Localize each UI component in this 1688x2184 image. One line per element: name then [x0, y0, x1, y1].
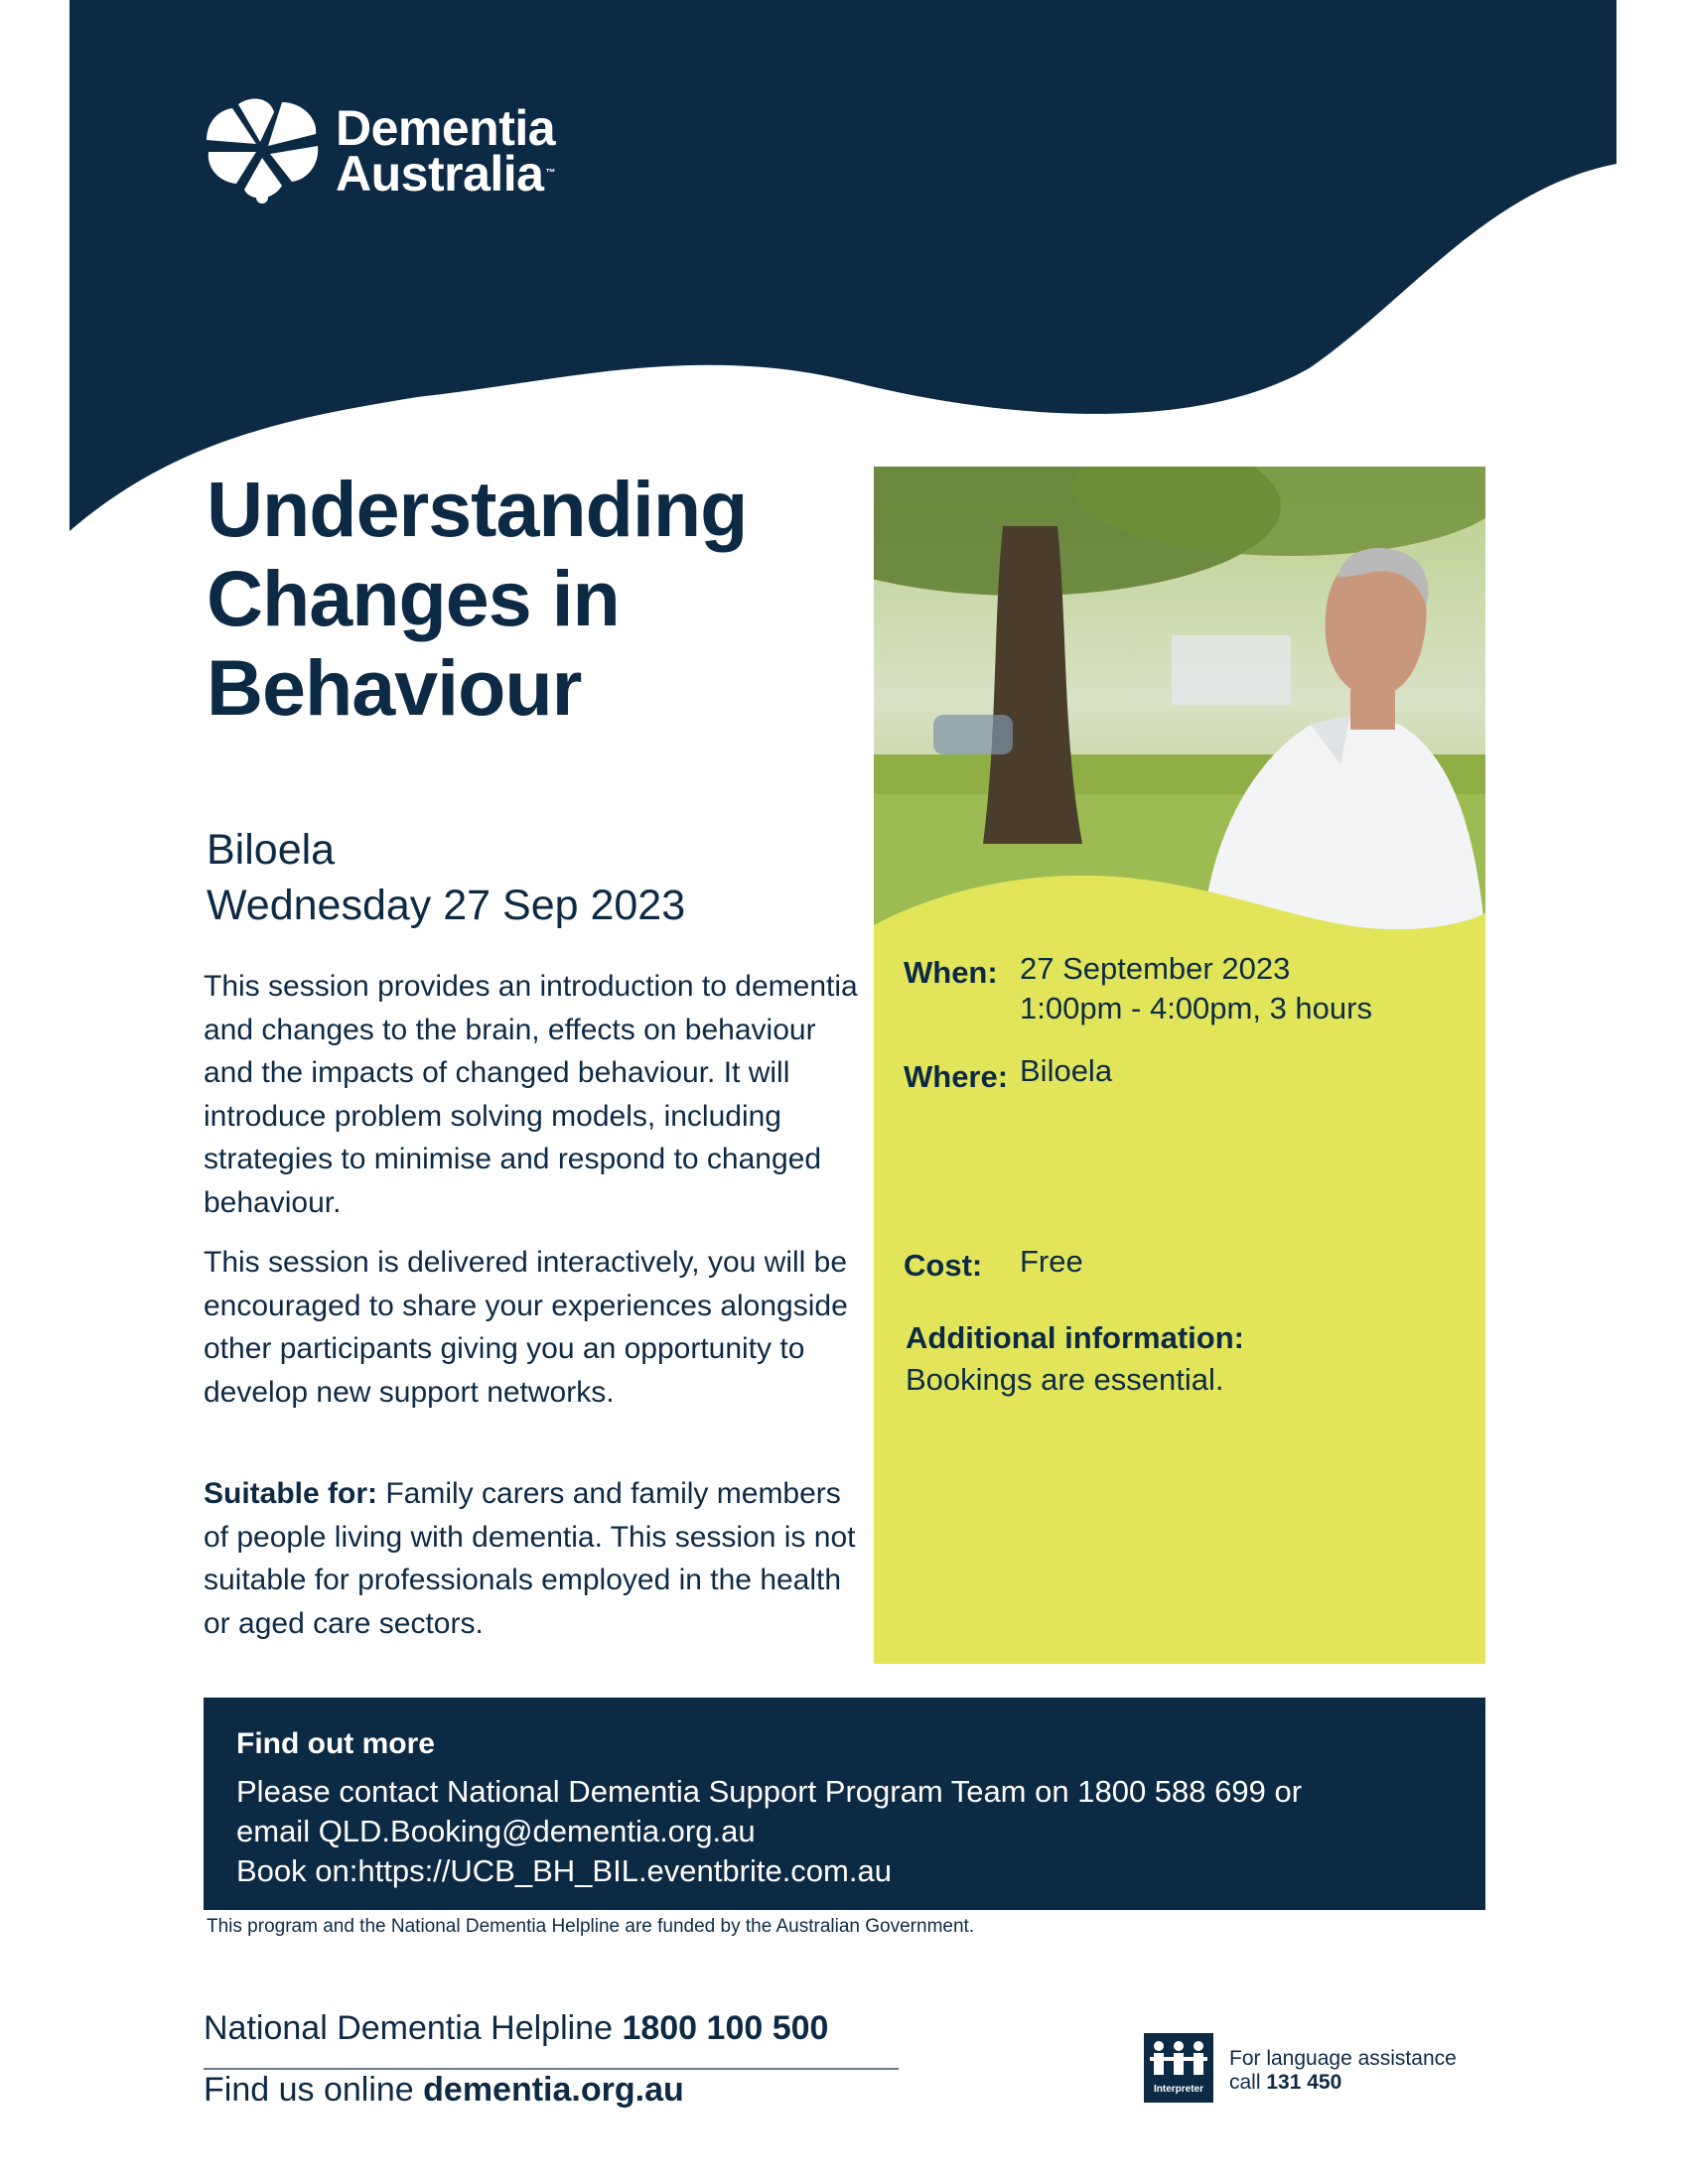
cost-value: Free	[1020, 1244, 1083, 1279]
helpline-label: National Dementia Helpline	[204, 2009, 623, 2047]
logo-wordmark-australia: Australia	[336, 146, 544, 202]
title-line-1: Understanding	[207, 465, 748, 553]
helpline-line	[204, 2009, 828, 2048]
title-line-2: Changes in	[207, 554, 620, 642]
when-time: 1:00pm - 4:00pm, 3 hours	[1020, 991, 1372, 1025]
suitable-for-text: Family carers and family members of people living with dementia. This session is not suitable for professionals employed in the health or aged care sectors.	[204, 1477, 856, 1640]
additional-info-label: Additional information:	[906, 1320, 1244, 1355]
find-out-more-box	[204, 1698, 1485, 1910]
logo-wordmark-line2	[336, 146, 555, 202]
event-location: Biloela	[207, 826, 336, 874]
suitable-for-paragraph	[204, 1472, 859, 1645]
when-label: When:	[904, 955, 998, 990]
where-value: Biloela	[1020, 1053, 1113, 1088]
language-call-prefix: call	[1229, 2071, 1267, 2094]
booking-link[interactable]: Book on:https://UCB_BH_BIL.eventbrite.com.au	[236, 1853, 892, 1888]
interpreter-icon	[1144, 2033, 1213, 2103]
page-title	[207, 465, 842, 733]
email-link[interactable]: email QLD.Booking@dementia.org.au	[236, 1814, 756, 1848]
contact-line: Please contact National Dementia Support Program Team on 1800 588 699 or	[236, 1774, 1303, 1809]
title-line-3: Behaviour	[207, 643, 582, 732]
where-label: Where:	[904, 1059, 1009, 1094]
language-assistance	[1229, 2047, 1457, 2095]
event-date: Wednesday 27 Sep 2023	[207, 882, 686, 929]
additional-info-value: Bookings are essential.	[906, 1362, 1224, 1397]
description-paragraph-1: This session provides an introduction to dementia and changes to the brain, effects on behaviour and the impacts of changed behaviour. It will introduce problem solving models, including strategies to minimise and respond to changed behaviour.	[204, 970, 858, 1219]
website-line	[204, 2071, 684, 2110]
find-out-more-heading: Find out more	[236, 1727, 435, 1760]
language-line-2	[1229, 2071, 1457, 2095]
language-phone-number[interactable]: 131 450	[1266, 2071, 1342, 2094]
website-link[interactable]: dementia.org.au	[423, 2071, 684, 2109]
when-date: 27 September 2023	[1020, 951, 1291, 986]
logo-wordmark-line1: Dementia	[336, 100, 556, 156]
funding-note: This program and the National Dementia Helpline are funded by the Australian Government.	[207, 1916, 975, 1937]
trademark-symbol: ™	[545, 168, 555, 179]
footer-divider	[204, 2068, 899, 2070]
language-line-1: For language assistance	[1229, 2047, 1457, 2070]
helpline-number[interactable]: 1800 100 500	[622, 2009, 829, 2047]
website-label: Find us online	[204, 2071, 424, 2109]
dementia-australia-logo-icon	[199, 94, 323, 204]
cost-label: Cost:	[904, 1248, 983, 1283]
suitable-for-label: Suitable for:	[204, 1477, 378, 1510]
interpreter-icon-label: Interpreter	[1153, 2084, 1203, 2095]
description-paragraph-2: This session is delivered interactively, you will be encouraged to share your experiences alongside other participants giving you an opportunity to develop new support networks.	[204, 1246, 848, 1409]
